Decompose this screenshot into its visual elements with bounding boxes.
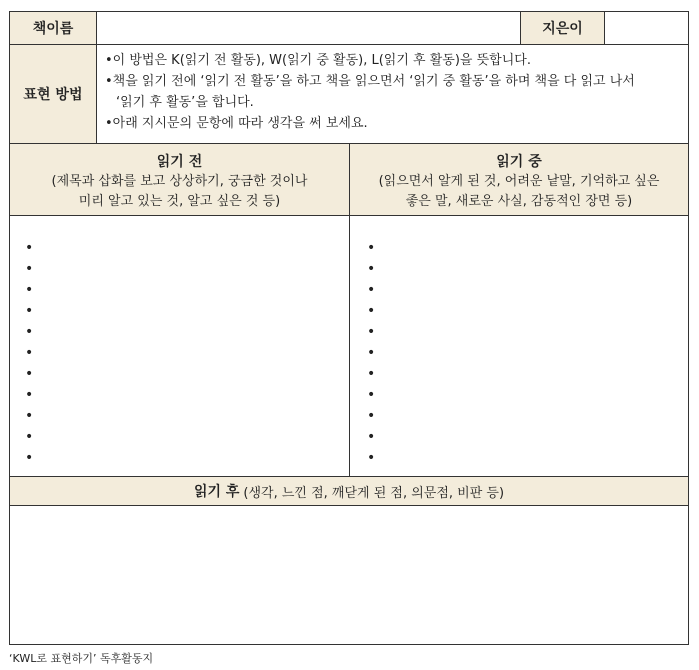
columns-body: [10, 216, 688, 477]
before-reading-title: 읽기 전: [156, 154, 203, 170]
bullet-item: •: [25, 408, 34, 424]
bullet-item: •: [367, 366, 376, 382]
during-reading-area[interactable]: [350, 216, 688, 476]
author-label: 지은이: [521, 12, 605, 44]
before-reading-header: [10, 144, 350, 215]
after-reading-header: [10, 477, 688, 506]
bullet-item: •: [367, 387, 376, 403]
worksheet-caption: ‘KWL로 표현하기’ 독후활동지: [9, 652, 154, 665]
columns-header: [10, 144, 688, 216]
method-instructions: [105, 50, 685, 134]
kwl-worksheet: [9, 11, 689, 645]
before-reading-desc-1: (제목과 삽화를 보고 상상하기, 궁금한 것이나: [51, 174, 308, 189]
book-title-field[interactable]: [97, 12, 521, 44]
bullet-item: •: [25, 261, 34, 277]
during-reading-bullets: [367, 238, 375, 469]
after-reading-title: 읽기 후: [193, 484, 240, 500]
bullet-item: •: [367, 408, 376, 424]
during-reading-title: 읽기 중: [496, 154, 542, 170]
method-line-1: •이 방법은 K(읽기 전 활동), W(읽기 중 활동), L(읽기 후 활동)을 뜻합니다.: [105, 53, 531, 68]
during-reading-header: [350, 144, 688, 215]
before-reading-desc-2: 미리 알고 있는 것, 알고 싶은 것 등): [78, 194, 281, 209]
during-reading-desc-1: (읽으면서 알게 된 것, 어려운 낱말, 기억하고 싶은: [378, 174, 660, 189]
bullet-item: •: [25, 387, 34, 403]
after-reading-area[interactable]: [10, 506, 688, 644]
bullet-item: •: [367, 345, 376, 361]
bullet-item: •: [25, 366, 34, 382]
book-title-label: 책이름: [10, 12, 97, 44]
bullet-item: •: [25, 303, 34, 319]
bullet-item: •: [25, 282, 34, 298]
bullet-item: •: [25, 429, 34, 445]
author-field[interactable]: [605, 12, 688, 44]
method-line-3: ‘읽기 후 활동’을 합니다.: [116, 95, 254, 110]
bullet-item: •: [367, 303, 376, 319]
header-row: [10, 12, 688, 45]
method-row: [10, 45, 688, 144]
bullet-item: •: [25, 240, 34, 256]
bullet-item: •: [367, 240, 376, 256]
bullet-item: •: [25, 345, 34, 361]
during-reading-desc-2: 좋은 말, 새로운 사실, 감동적인 장면 등): [405, 194, 633, 209]
bullet-item: •: [367, 429, 376, 445]
bullet-item: •: [367, 261, 376, 277]
method-line-2: •책을 읽기 전에 ‘읽기 전 활동’을 하고 책을 읽으면서 ‘읽기 중 활동’을 하며 책을 다 읽고 나서: [105, 74, 635, 89]
before-reading-area[interactable]: [10, 216, 350, 476]
before-reading-bullets: [25, 238, 33, 469]
after-reading-desc: (생각, 느낀 점, 깨닫게 된 점, 의문점, 비판 등): [243, 485, 505, 501]
method-line-4: •아래 지시문의 문항에 따라 생각을 써 보세요.: [105, 116, 368, 131]
bullet-item: •: [367, 324, 376, 340]
bullet-item: •: [367, 282, 376, 298]
method-label: 표현 방법: [10, 45, 97, 143]
bullet-item: •: [25, 324, 34, 340]
bullet-item: •: [25, 450, 34, 466]
bullet-item: •: [367, 450, 376, 466]
